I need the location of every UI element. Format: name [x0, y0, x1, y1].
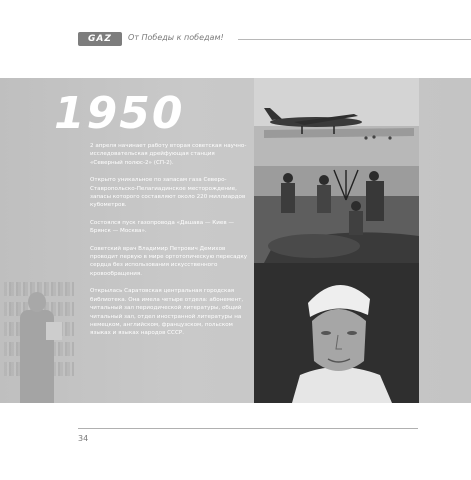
event-paragraph: Открылась Саратовская центральная городская библиотека. Она имела четыре отдела: абонемент, читальный зал периодической литературы, общий читальный зал, отдел иностранной литературы на немецком, английском, французском, польском языках и языках народов СССР. [90, 288, 244, 337]
header-title: От Победы к победам! [128, 33, 224, 42]
doctor-illustration [254, 263, 419, 403]
publisher-logo: GAZ [78, 32, 122, 46]
reader-head [28, 292, 46, 312]
page-number: 34 [78, 434, 89, 443]
events-text [90, 142, 248, 347]
header-rule [238, 39, 471, 40]
event-paragraph: Открыто уникальное по запасам газа Северо-Ставропольско-Пелагиадинское месторождение, запасы которого составляют около 220 миллиардов кубометров. [90, 177, 246, 209]
footer-rule [78, 428, 418, 429]
event-paragraph: Состоялся пуск газопровода «Дашава — Киев — Брянск — Москва». [90, 219, 234, 235]
airplane-photo [254, 78, 419, 166]
pipeline-workers-photo [254, 166, 419, 263]
doctor-portrait-photo [254, 263, 419, 403]
workers-illustration [254, 166, 419, 263]
reader-book [46, 322, 62, 340]
airplane-illustration [254, 78, 419, 166]
year-heading: 1950 [54, 88, 185, 139]
page-header [78, 32, 418, 48]
event-paragraph: 2 апреля начинает работу вторая советская научно-исследовательская дрейфующая станция «Северный полюс-2» (СП-2). [90, 143, 247, 166]
event-paragraph: Советский врач Владимир Петрович Демихов проводит первую в мире ортотопическую пересадку сердца без использования искусственного кровообращения. [90, 245, 248, 277]
